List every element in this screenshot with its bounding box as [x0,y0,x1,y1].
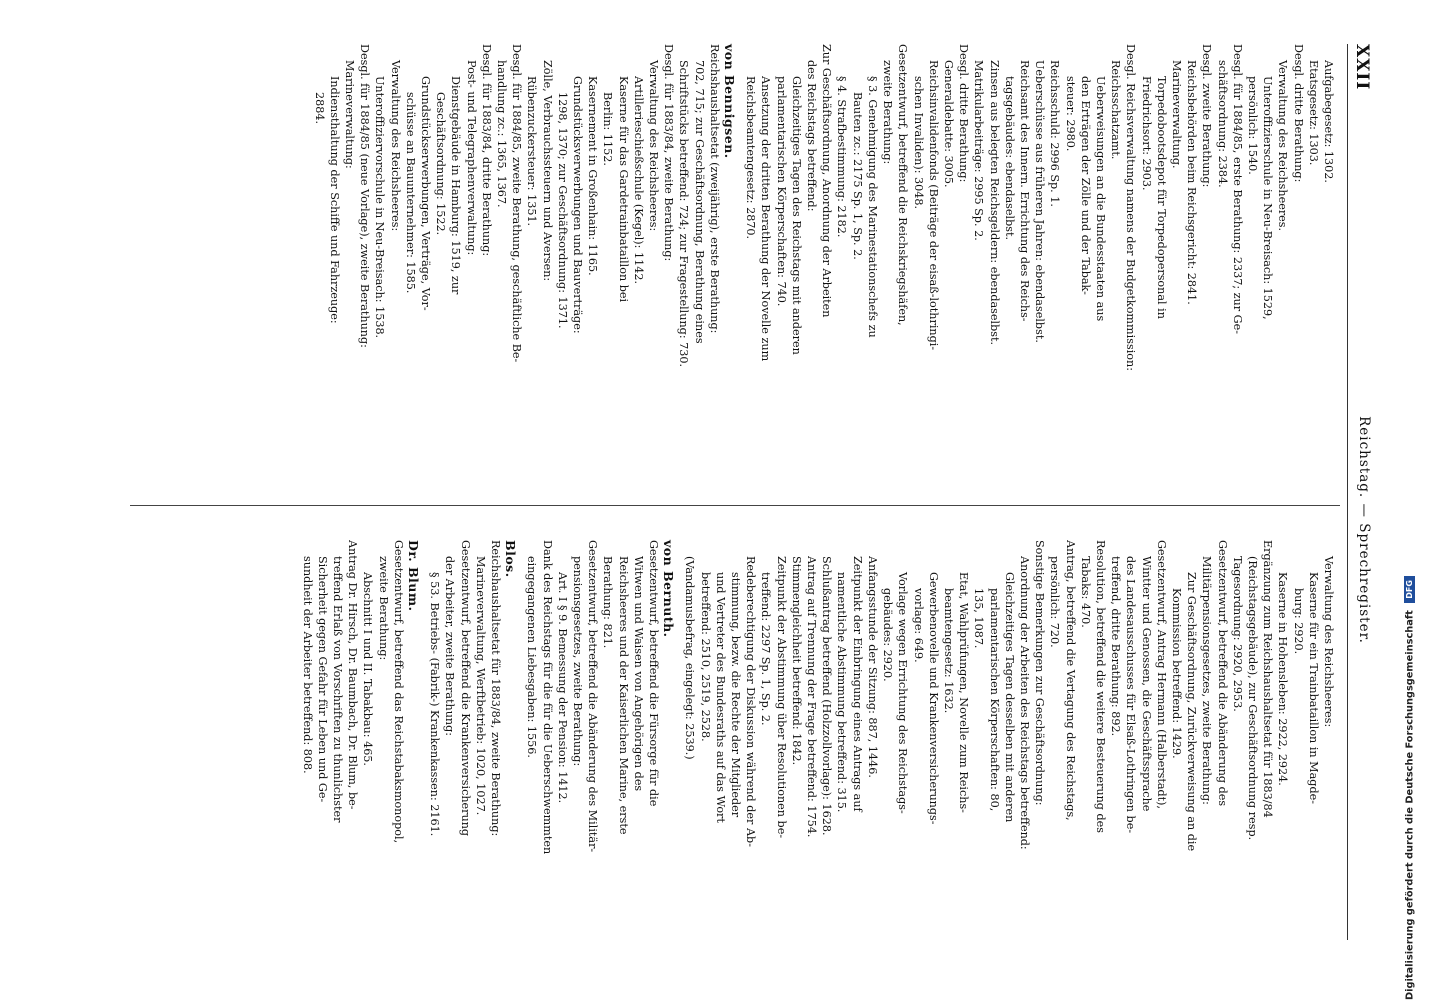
right-index-entry: Tagesordnung: 2920, 2953. [1230,556,1244,712]
left-index-entry: Schriftstücks betreffend: 724; zur Fragestellung: 730. [677,60,691,368]
right-index-entry: Sonstige Bemerkungen zur Geschäftsordnung: [1033,540,1047,806]
left-index-entry: 2884. [312,92,326,125]
right-index-entry: Gleichzeitiges Tagen desselben mit anderen [1002,572,1016,823]
left-index-entry: Marineverwaltung: [343,60,356,169]
left-index-entry: Zölle, Verbrauchssteuern und Aversen: [540,60,554,282]
caption-text: Digitalisierung gefördert durch die Deutsche Forschungsgemeinschaft [1404,610,1416,1000]
right-index-entry: betreffend: 2510, 2519, 2528. [698,572,712,742]
left-index-entry: schüsse an Bauunternehmer: 1585. [403,92,417,294]
right-index-entry: eingegangenen Liebesgaben: 1556. [525,556,539,758]
right-index-entry: vorlage: 649. [911,588,925,663]
header-rule [1347,44,1348,940]
left-index-entry: Grundstücksverwerbungen und Bauverträge: [571,76,585,334]
left-index-entry: Ansetzung der dritten Berathung der Novelle zum [759,76,773,362]
left-index-entry: § 4. Strafbestimmung: 2182. [835,76,849,238]
left-index-entry: Gleichzeitiges Tagen des Reichstags mit anderen [789,76,803,355]
right-index-entry: sundheit der Arbeiter betreffend: 808. [300,556,314,774]
left-index-entry: persönlich: 1540. [1245,76,1259,175]
left-index-entry: Artillerieschießschule (Kegel): 1142. [631,76,645,285]
digitization-caption [1404,576,1416,1000]
right-index-entry: Zeitpunkt der Einbringung eines Antrags auf [850,556,864,812]
left-index-entry: Zinsen aus belegten Reichsgeldern: ebendaselbst. [987,60,1001,346]
left-index-entry: Desgl. zweite Berathung: [1200,44,1214,188]
left-index-entry: Desgl. für 1883/84, dritte Berathung: [479,44,493,257]
right-index-entry: Gesetzentwurf, betreffend die Krankenversicherung [458,540,472,837]
left-index-entry: Matrikularbeiträge: 2995 Sp. 2. [972,60,986,241]
right-index-entry: Gesetzentwurf, betreffend die Fürsorge für die [647,540,661,807]
left-index-entry: zweite Berathung: [881,60,895,165]
right-index-entry: Redeberechtigung der Diskussion während der Ab- [744,556,758,847]
right-index-entry: Zur Geschäftsordnung, Zurückverweisung an die [1185,572,1199,852]
left-index-entry: Reichsschatzamt. [1109,60,1123,160]
page-number: XXII [1352,44,1372,91]
right-speaker-name: Dr. Blum. [406,540,422,612]
right-index-entry: Anordnung der Arbeiten des Reichstags betreffend: [1017,556,1031,850]
right-index-entry: Gesetzentwurf, betreffend die Abänderung des [1215,540,1229,807]
left-index-entry: Rübenzuckersteuer: 1351. [525,76,539,227]
right-index-entry: treffend: 2297 Sp. 1, Sp. 2. [759,572,773,726]
right-index-entry: Tabaks: 470. [1078,556,1092,628]
left-index-entry: Aufgabegesetz: 1302. [1322,60,1335,183]
left-index-entry: Kasernement in Großenhain: 1165. [586,76,600,276]
right-index-entry: Berathung: 821. [601,556,615,649]
left-index-entry: Unteroffiziervorschule in Neu-Breisach: 1538. [373,76,387,339]
right-index-entry: treffend, dritte Berathung: 892. [1109,556,1123,737]
left-index-entry: Zur Geschäftsordnung, Anordnung der Arbeiten [820,44,834,318]
left-index-entry: Reichsinvalidenfonds (Beiträge der eisaß-lothringi- [926,60,940,351]
right-index-entry: Anfangsstunde der Sitzung: 887, 1446. [865,556,879,778]
running-title: Reichstag. — Sprechregister. [1356,416,1372,644]
left-index-entry: schäftsordnung: 2384. [1215,60,1229,188]
left-index-entry: Post- und Telegraphenverwaltung: [464,60,478,256]
left-speaker-name: von Bennigsen. [722,44,738,159]
right-index-entry: Gesetzentwurf, betreffend das Reichstabaksmonopol, [391,540,405,844]
left-index-entry: Desgl. für 1884/85 (neue Vorlage), zweite Berathung: [358,44,372,348]
right-index-entry: Vorlage wegen Errichtung des Reichstags- [896,572,910,814]
left-index-entry: Grundstückserwerbungen, Verträge, Vor- [419,76,433,311]
right-index-entry: Witwen und Waisen von Angehörigen des [631,556,645,792]
left-index-entry: Reichsbeamtengesetz: 2870. [744,76,758,240]
left-index-entry: des Reichstags betreffend: [805,60,819,212]
right-index-entry: gebäudes: 2920. [881,588,895,682]
right-index-entry: burg: 2920. [1291,588,1305,655]
right-index-entry: und Vertreter des Bundesraths auf das Wort [713,572,727,823]
right-index-entry: pensionsgesetzes, zweite Berathung: [571,556,585,767]
left-index-entry: 1298, 1370; zur Geschäftsordnung: 1371. [555,92,569,329]
left-index-entry: § 3. Genehmigung des Marinestationschefs zu [865,76,879,338]
right-index-entry: des Landesausschusses für Elsaß-Lothringen be- [1124,556,1138,834]
right-index-entry: Art. I § 9. Bemessung der Pension: 1412. [555,572,569,804]
left-index-entry: parlamentarischen Körperschaften: 740. [774,76,788,307]
right-index-entry: Stimmengleichheit betreffend: 1842. [789,556,803,766]
right-index-entry: namentliche Abstimmung betreffend: 315. [835,572,849,813]
left-index-entry: tagsgebäudes: ebendaselbst. [1002,76,1016,241]
left-index-entry: Desgl. für 1884/85, erste Berathung: 2337; zur Ge- [1230,44,1244,335]
left-index-entry: steuer: 2980. [1063,76,1077,152]
right-index-entry: stimmung, bezw. die Rechte der Mitglieder [729,572,743,818]
right-index-entry: Zeitpunkt der Abstimmung über Resolutionen be- [774,556,788,839]
right-speaker-name: von Bernuth. [661,540,677,638]
right-index-entry: (Reichstagsgebäude), zur Geschäftsordnung resp. [1245,556,1259,841]
left-index-entry: Torpedobootsdepot für Torpedopersonal in [1154,76,1168,319]
column-divider [130,505,1340,506]
left-index-entry: Bauten zc.: 2175 Sp. 1, Sp. 2. [850,92,864,260]
right-column [299,540,1336,950]
right-index-entry: Schlußantrag betreffend (Holzzollvorlage): 1628. [820,556,834,836]
left-index-entry: Berlin: 1152. [601,92,615,166]
left-index-entry: Generaldebatte: 3005. [941,60,955,188]
left-index-entry: Desgl. für 1883/84, zweite Berathung: [662,44,676,262]
right-index-entry: Antrag, betreffend die Vertagung des Reichstags, [1063,540,1077,821]
right-index-entry: Antrag auf Trennung der Frage betreffend: 1754. [805,556,819,838]
left-index-entry: Reichshaushaltsetat (zweijährig), erste Berathung: [707,44,721,334]
left-index-entry: Reichsbehörden beim Reichsgericht: 2841. [1185,60,1199,305]
right-index-entry: Reichsheeres und der Kaiserlichen Marine, erste [616,556,630,835]
left-index-entry: Reichsamt des Innern. Errichtung des Reichs- [1017,60,1031,322]
left-index-entry: Friedrichsort: 2903. [1139,76,1153,191]
right-index-entry: Resolution, betreffend die weitere Besteuerung des [1093,540,1107,834]
right-index-entry: Verwaltung des Reichsheeres: [1322,556,1335,728]
right-index-entry: parlamentarischen Körperschaften: 80, [987,588,1001,812]
right-index-entry: Wintter und Genossen, die Geschäftssprache [1139,556,1153,812]
right-index-entry: Sicherheit gegen Gefahr für Leben und Ge- [315,556,329,803]
left-index-entry: Desgl. dritte Berathung: [957,44,971,183]
right-index-entry: Gewerbenovelle und Krankenversicherungs- [926,572,940,825]
left-index-entry: Indiensthaltung der Schiffe und Fahrzeuge: [327,76,341,324]
right-index-entry: Antrag Dr. Hirsch, Dr. Baumbach, Dr. Blum, be- [346,540,360,810]
right-index-entry: Gesetzentwurf, Antrag Hermann (Halberstadt), [1154,540,1168,810]
right-index-entry: Marineverwaltung, Werftbetrieb: 1020, 1027. [473,556,487,816]
right-index-entry: Reichshaushaltsetat für 1883/84, zweite Berathung: [489,540,503,837]
left-index-entry: 702, 715; zur Geschäftsordnung, Berathung eines [692,60,706,344]
left-index-entry: Marineverwaltung. [1169,60,1183,169]
left-index-entry: schen Invaliden): 3048. [911,76,925,210]
right-index-entry: Kaserne für ein Trainbataillon in Magde- [1306,572,1320,805]
right-index-entry: Gesetzentwurf, betreffend die Abänderung des Militär- [586,540,600,853]
left-index-entry: Gesetzentwurf, betreffend die Reichskriegshäfen, [896,44,910,326]
right-index-entry: der Arbeiter, zweite Berathung: [443,556,457,737]
right-index-entry: zweite Berathung: [376,556,390,661]
dfg-logo: DFG [1404,576,1415,603]
right-index-entry: persönlich: 720. [1048,556,1062,648]
left-index-entry: Etatsgesetz: 1303. [1306,60,1320,166]
left-index-entry: Kaserne für das Gardetrainbataillon bei [616,76,630,303]
left-index-entry: Desgl. dritte Berathung: [1291,44,1305,183]
right-index-entry: Ergänzung zum Reichshaushaltsetat für 1883/84 [1261,540,1275,818]
left-index-entry: den Erträgen der Zölle und der Tabak- [1078,76,1092,295]
left-index-entry: Verwaltung des Reichsheeres: [388,60,402,232]
right-index-entry: treffend Erlaß von Vorschriften zu thunlichster [331,556,344,823]
right-index-entry: (Vandamusbefrag, eingelegt: 2539.) [683,556,697,760]
right-index-entry: Abschnitt I und II. Tabakbau: 465. [361,572,375,766]
right-index-entry: Kaserne in Hohensleben: 2922, 2924. [1276,572,1290,786]
left-index-entry: Dienstgebäude in Hamburg: 1519, zur [449,76,463,295]
left-column [311,44,1336,454]
right-index-entry: 135, 1087. [972,588,986,649]
left-index-entry: Desgl. für 1884/85, zweite Berathung, geschäftliche Be- [510,44,524,363]
right-index-entry: § 53. Betriebs- (Fabrik-) Krankenkassen: 2161. [428,572,442,837]
right-index-entry: Dank des Reichstags für die für die Ueberschwemmten [540,540,554,855]
right-speaker-name: Blos. [503,540,519,578]
right-index-entry: Militärpensionsgesetzes, zweite Berathung: [1200,556,1214,805]
left-index-entry: Reichsschuld: 2996 Sp. 1. [1048,60,1062,207]
left-index-entry: Verwaltung des Reichsheeres: [647,60,661,232]
right-index-entry: Etat, Wahlprüfungen, Novelle zum Reichs- [957,572,971,813]
left-index-entry: Desgl. Reichsverwaltung namens der Budgetkommission: [1124,44,1138,371]
right-index-entry: beamtengesetz: 1632. [941,588,955,714]
right-index-entry: Kommission betreffend: 1429. [1169,588,1183,759]
left-index-entry: Ueberweisungen an die Bundesstaaten aus [1093,76,1107,322]
left-index-entry: Geschäftsordnung: 1522. [434,92,448,236]
left-index-entry: Unteroffizierschule in Neu-Breisach: 1529, [1261,76,1275,320]
left-index-entry: Ueberschüsse aus früheren Jahren: ebendaselbst. [1033,60,1047,343]
left-index-entry: handlung zc.: 1365, 1367. [495,60,509,208]
left-index-entry: Verwaltung des Reichsheeres. [1276,60,1290,232]
